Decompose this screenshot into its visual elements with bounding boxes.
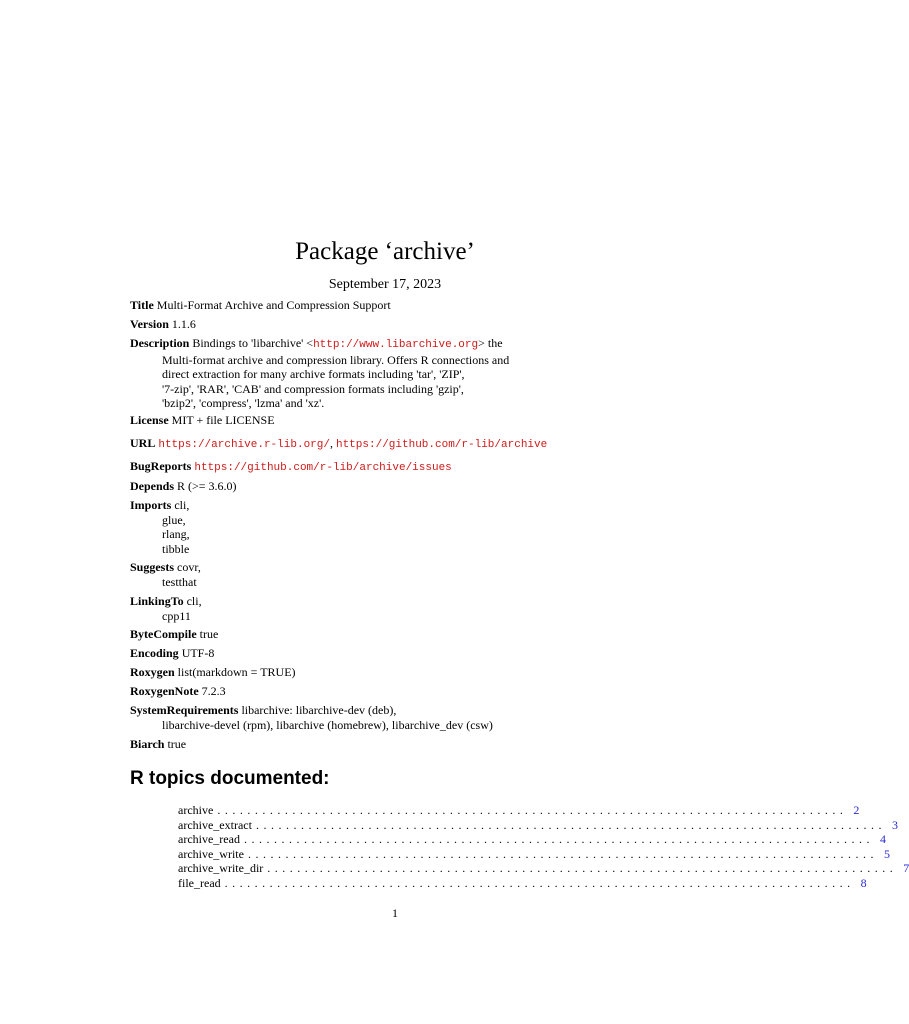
field-value-line: cpp11 [162, 608, 191, 623]
field-title [130, 298, 650, 313]
field-value-line: glue, [162, 512, 186, 527]
field-suggests [130, 560, 650, 589]
field-value: cli, [174, 498, 190, 512]
toc-leader-dots: .................................................................................... [267, 861, 898, 876]
page-title: Package ‘archive’ [295, 238, 475, 265]
toc-item[interactable] [178, 832, 886, 847]
field-roxygennote [130, 684, 650, 699]
toc-item[interactable] [178, 875, 867, 891]
field-imports [130, 498, 650, 556]
field-name: License [130, 413, 169, 427]
toc-leader-dots: .................................................................................... [217, 803, 848, 817]
libarchive-link[interactable]: http://www.libarchive.org [313, 339, 479, 351]
field-name: Encoding [130, 646, 179, 660]
field-encoding [130, 646, 650, 661]
toc-leader-dots: .................................................................................... [224, 875, 855, 890]
field-systemrequirements [130, 703, 650, 732]
field-value: true [167, 737, 187, 751]
toc-item-page[interactable]: 2 [853, 803, 860, 817]
field-value: cli, [186, 594, 202, 608]
field-value: R (>= 3.6.0) [177, 479, 237, 493]
page-number: 1 [392, 906, 398, 920]
url-separator: , [329, 436, 333, 450]
field-name: Imports [130, 498, 172, 512]
toc-item-page[interactable]: 8 [860, 875, 867, 890]
table-of-contents [178, 803, 909, 891]
toc-item[interactable] [178, 817, 898, 833]
field-license [130, 413, 650, 428]
field-name: URL [130, 436, 156, 450]
field-name: Title [130, 298, 154, 312]
field-name: Biarch [130, 737, 165, 751]
toc-item-name: archive [178, 803, 214, 817]
field-version [130, 317, 650, 332]
toc-item-page[interactable]: 5 [883, 846, 890, 861]
description-line: '7-zip', 'RAR', 'CAB' and compression formats including 'gzip', [162, 381, 464, 396]
toc-leader-dots: .................................................................................... [247, 846, 878, 861]
field-value: UTF-8 [181, 646, 215, 660]
toc-item-name: file_read [178, 875, 221, 890]
field-name: LinkingTo [130, 594, 184, 608]
section-heading: R topics documented: [130, 768, 330, 789]
toc-leader-dots: .................................................................................... [243, 832, 874, 847]
field-value: list(markdown = TRUE) [177, 665, 296, 679]
toc-item-name: archive_extract [178, 817, 252, 832]
field-value-line: rlang, [162, 527, 190, 542]
description-post: > the [478, 336, 503, 350]
toc-item-name: archive_read [178, 832, 240, 847]
toc-item[interactable] [178, 861, 909, 876]
toc-item-page[interactable]: 7 [903, 861, 909, 876]
description-line: direct extraction for many archive formats including 'tar', 'ZIP', [162, 367, 465, 382]
field-roxygen [130, 665, 650, 680]
field-value-line: tibble [162, 541, 190, 556]
field-value: true [199, 627, 219, 641]
description-line: 'bzip2', 'compress', 'lzma' and 'xz'. [162, 396, 325, 411]
toc-item-page[interactable]: 3 [891, 817, 898, 832]
toc-item[interactable] [178, 846, 890, 862]
field-value: 1.1.6 [171, 317, 196, 331]
field-value-line: libarchive-devel (rpm), libarchive (homebrew), libarchive_dev (csw) [162, 717, 493, 732]
description-pre: Bindings to 'libarchive' < [192, 336, 314, 350]
field-name: Roxygen [130, 665, 175, 679]
field-name: Depends [130, 479, 175, 493]
field-name: Description [130, 336, 190, 350]
field-biarch [130, 737, 650, 752]
field-name: Suggests [130, 560, 175, 574]
url-link-1[interactable]: https://archive.r-lib.org/ [158, 439, 330, 451]
toc-item-name: archive_write_dir [178, 861, 264, 876]
toc-item[interactable] [178, 803, 860, 818]
field-name: RoxygenNote [130, 684, 199, 698]
field-name: Version [130, 317, 169, 331]
toc-leader-dots: .................................................................................... [255, 817, 886, 832]
field-bugreports [130, 459, 650, 476]
url-link-2[interactable]: https://github.com/r-lib/archive [335, 439, 548, 451]
field-value: covr, [177, 560, 201, 574]
field-name: SystemRequirements [130, 703, 239, 717]
field-value: libarchive: libarchive-dev (deb), [241, 703, 397, 717]
field-name: BugReports [130, 459, 192, 473]
field-value: 7.2.3 [201, 684, 226, 698]
bugreports-link[interactable]: https://github.com/r-lib/archive/issues [194, 462, 452, 474]
field-name: ByteCompile [130, 627, 197, 641]
toc-item-name: archive_write [178, 846, 244, 861]
field-bytecompile [130, 627, 650, 642]
description-line: Multi-format archive and compression library. Offers R connections and [162, 352, 510, 367]
date: September 17, 2023 [328, 277, 442, 292]
field-value: MIT + file LICENSE [171, 413, 275, 427]
toc-item-page[interactable]: 4 [879, 832, 886, 847]
field-depends [130, 479, 650, 494]
field-url [130, 436, 650, 453]
field-description [130, 336, 650, 411]
field-value-line: testthat [162, 574, 197, 589]
field-value: Multi-Format Archive and Compression Support [156, 298, 391, 312]
field-linkingto [130, 594, 650, 623]
